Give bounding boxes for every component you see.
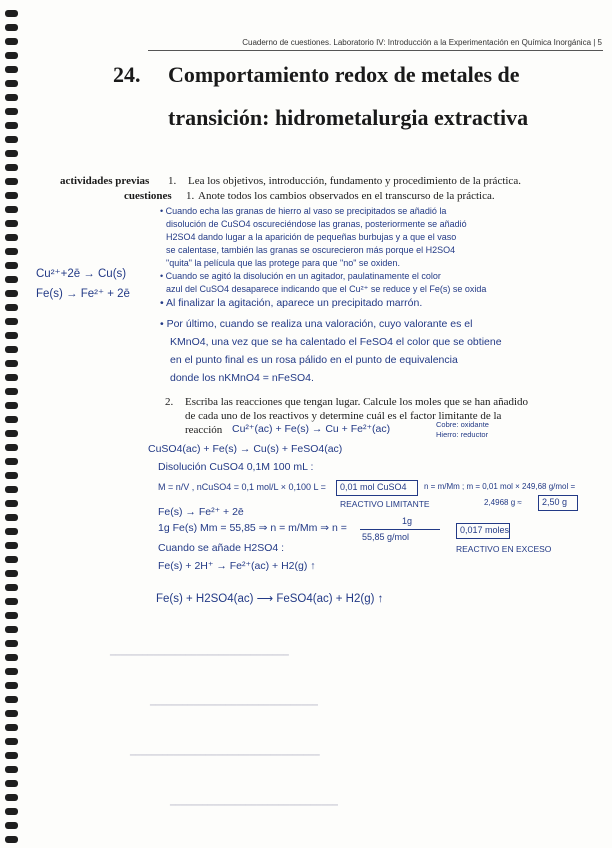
spiral-hole (5, 192, 18, 199)
reaction-fe-h: Fe(s) + 2H⁺ → Fe²⁺(ac) + H2(g) ↑ (158, 560, 316, 572)
fraction-bar (360, 529, 440, 530)
spiral-hole (5, 220, 18, 227)
answer1-line: se calentase, también las granas se oscurecieron más porque el H2SO4 (166, 245, 456, 255)
fe-fraction-numerator: 1g (402, 516, 413, 526)
spiral-hole (5, 626, 18, 633)
spiral-hole (5, 780, 18, 787)
question-1-number: 1. (186, 190, 195, 202)
fe-moles-answer: 0,017 moles (460, 525, 510, 535)
answer1-line: disolución de CuSO4 oscureciéndose las granas, posteriormente se añadió (166, 219, 467, 229)
spiral-hole (5, 724, 18, 731)
spiral-hole (5, 472, 18, 479)
spiral-hole (5, 248, 18, 255)
spiral-hole (5, 738, 18, 745)
mass-calculation-result: 2,4968 g ≈ (484, 498, 522, 507)
spiral-hole (5, 808, 18, 815)
spiral-hole (5, 458, 18, 465)
spiral-hole (5, 360, 18, 367)
reaction-cuso4-fe: CuSO4(ac) + Fe(s) → Cu(s) + FeSO4(ac) (148, 443, 343, 455)
spiral-hole (5, 542, 18, 549)
spiral-hole (5, 290, 18, 297)
spiral-hole (5, 794, 18, 801)
spiral-hole (5, 164, 18, 171)
answer1-line: H2SO4 dando lugar a la aparición de pequeñas burbujas y a que el vaso (166, 232, 457, 242)
spiral-hole (5, 654, 18, 661)
spiral-hole (5, 416, 18, 423)
page-title-line1: Comportamiento redox de metales de (168, 62, 520, 87)
dissolution-label: Disolución CuSO4 0,1M 100 mL : (158, 461, 314, 473)
spiral-hole (5, 178, 18, 185)
limiting-reagent-label: REACTIVO LIMITANTE (340, 499, 430, 509)
spiral-hole (5, 668, 18, 675)
question-2-line3: reacción (185, 424, 223, 436)
spiral-hole (5, 206, 18, 213)
actividades-text: Lea los objetivos, introducción, fundamento y procedimiento de la práctica. (188, 175, 521, 187)
spiral-hole (5, 682, 18, 689)
spiral-hole (5, 346, 18, 353)
answer1-line: azul del CuSO4 desaparece indicando que el Cu²⁺ se reduce y el Fe(s) se oxida (166, 284, 487, 294)
margin-note-cu-reduction: Cu²⁺+2ē → Cu(s) (36, 268, 127, 280)
spiral-hole (5, 94, 18, 101)
spiral-hole (5, 766, 18, 773)
spiral-binding (0, 10, 18, 846)
spiral-hole (5, 430, 18, 437)
spiral-hole (5, 486, 18, 493)
reaction-fe-h2so4: Fe(s) + H2SO4(ac) ⟶ FeSO4(ac) + H2(g) ↑ (156, 593, 384, 605)
answer1-line: "quita" la película que las protege para que "no" se oxiden. (166, 258, 400, 268)
answer1-line: donde los nKMnO4 = nFeSO4. (170, 372, 314, 384)
actividades-item (168, 175, 521, 187)
spiral-hole (5, 822, 18, 829)
fe-half-reaction: Fe(s) → Fe²⁺ + 2ē (158, 506, 244, 518)
spiral-hole (5, 304, 18, 311)
bleed-through-mark: ━━━━━━━━━━━━━━━━━━━━━━━━━━━━━━━ (150, 700, 318, 710)
bleed-through-mark: ━━━━━━━━━━━━━━━━━━━━━━━━━━━━━━━ (170, 800, 338, 810)
spiral-hole (5, 234, 18, 241)
answer1-line: en el punto final es un rosa pálido en el punto de equivalencia (170, 354, 458, 366)
spiral-hole (5, 10, 18, 17)
spiral-hole (5, 374, 18, 381)
excess-reagent-label: REACTIVO EN EXCESO (456, 544, 552, 554)
spiral-hole (5, 318, 18, 325)
question-2-line2: de cada uno de los reactivos y determine cuál es el factor limitante de la (185, 410, 502, 422)
spiral-hole (5, 332, 18, 339)
spiral-hole (5, 528, 18, 535)
spiral-hole (5, 80, 18, 87)
spiral-hole (5, 598, 18, 605)
spiral-hole (5, 66, 18, 73)
actividades-number: 1. (168, 175, 177, 187)
h2so4-intro: Cuando se añade H2SO4 : (158, 542, 285, 554)
inline-reaction: Cu²⁺(ac) + Fe(s) → Cu + Fe²⁺(ac) (232, 423, 391, 435)
fe-moles-calculation: 1g Fe(s) Mm = 55,85 ⇒ n = m/Mm ⇒ n = (158, 522, 347, 534)
spiral-hole (5, 108, 18, 115)
spiral-hole (5, 150, 18, 157)
actividades-label: actividades previas (60, 175, 150, 187)
question-1-text: Anote todos los cambios observados en el transcurso de la práctica. (198, 190, 495, 202)
practice-number: 24. (113, 62, 141, 87)
spiral-hole (5, 402, 18, 409)
spiral-hole (5, 752, 18, 759)
answer1-line: KMnO4, una vez que se ha calentado el FeSO4 el color que se obtiene (170, 336, 502, 348)
spiral-hole (5, 24, 18, 31)
bleed-through-mark: ━━━━━━━━━━━━━━━━━━━━━━━━━━━━━━━━━ (110, 650, 289, 660)
spiral-hole (5, 136, 18, 143)
spiral-hole (5, 570, 18, 577)
answer1-line: • Cuando echa las granas de hierro al vaso se precipitados se añadió la (160, 206, 447, 216)
spiral-hole (5, 276, 18, 283)
spiral-hole (5, 556, 18, 563)
margin-note-fe-oxidation: Fe(s) → Fe²⁺ + 2ē (36, 288, 130, 300)
fe-fraction-denominator: 55,85 g/mol (362, 532, 410, 542)
answer1-line: • Al finalizar la agitación, aparece un precipitado marrón. (160, 297, 423, 309)
question-2-line1: Escriba las reacciones que tengan lugar. Calcule los moles que se han añadido (185, 396, 529, 408)
question-2 (165, 396, 528, 408)
spiral-hole (5, 584, 18, 591)
header-rule (148, 50, 603, 51)
cuestiones-label: cuestiones (124, 190, 172, 202)
spiral-hole (5, 122, 18, 129)
spiral-hole (5, 388, 18, 395)
spiral-hole (5, 696, 18, 703)
spiral-hole (5, 262, 18, 269)
moles-calculation: M = n/V , nCuSO4 = 0,1 mol/L × 0,100 L = (158, 482, 326, 492)
spiral-hole (5, 514, 18, 521)
spiral-hole (5, 640, 18, 647)
spiral-hole (5, 612, 18, 619)
answer1-line: • Por último, cuando se realiza una valoración, cuyo valorante es el (160, 318, 473, 330)
page-header: Cuaderno de cuestiones. Laboratorio IV: Introducción a la Experimentación en Química Inorgánica | 5 (242, 38, 602, 47)
mass-calculation: n = m/Mm ; m = 0,01 mol × 249,68 g/mol = (424, 482, 576, 491)
inline-note-reductor: Hierro: reductor (436, 430, 489, 439)
page-title-line2: transición: hidrometalurgia extractiva (168, 105, 529, 130)
answer1-line: • Cuando se agitó la disolución en un agitador, paulatinamente el color (160, 271, 441, 281)
mass-answer: 2,50 g (542, 497, 568, 507)
spiral-hole (5, 710, 18, 717)
moles-answer: 0,01 mol CuSO4 (340, 482, 407, 492)
spiral-hole (5, 52, 18, 59)
inline-note-oxidant: Cobre: oxidante (436, 420, 489, 429)
bleed-through-mark: ━━━━━━━━━━━━━━━━━━━━━━━━━━━━━━━━━━━ (130, 750, 320, 760)
spiral-hole (5, 444, 18, 451)
spiral-hole (5, 500, 18, 507)
question-1 (186, 190, 495, 202)
question-2-number: 2. (165, 396, 174, 408)
spiral-hole (5, 38, 18, 45)
spiral-hole (5, 836, 18, 843)
